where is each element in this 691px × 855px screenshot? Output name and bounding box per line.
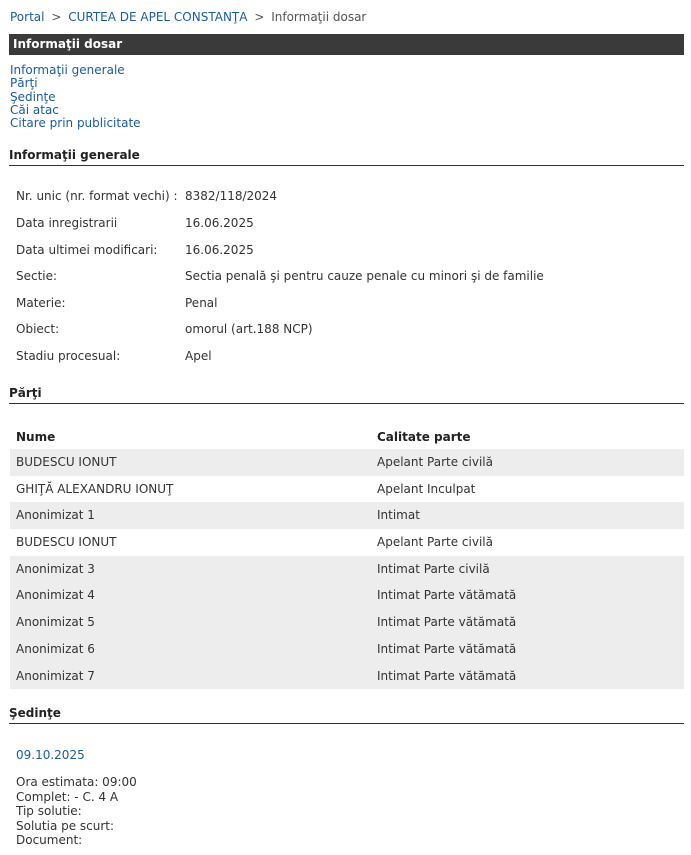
page-title-bar <box>9 34 684 55</box>
section-nav <box>10 64 141 130</box>
section-heading-parti: Părţi <box>9 386 684 404</box>
column-header-nume: Nume <box>16 430 56 444</box>
breadcrumb-court-link[interactable]: CURTEA DE APEL CONSTANŢA <box>68 10 248 24</box>
info-label: Data ultimei modificari: <box>16 243 158 257</box>
info-value: 16.06.2025 <box>185 216 254 230</box>
party-name: Anonimizat 3 <box>16 561 95 576</box>
table-row <box>10 449 684 476</box>
nav-link-parti[interactable]: Părţi <box>10 76 38 91</box>
party-role: Apelant Parte civilă <box>377 535 493 550</box>
hearing-solution-summary: Solutia pe scurt: <box>16 818 115 833</box>
table-row <box>10 663 684 690</box>
info-value: 8382/118/2024 <box>185 189 278 203</box>
hearing-document: Document: <box>16 833 83 847</box>
party-role: Apelant Parte civilă <box>377 455 493 469</box>
info-value: Sectia penală şi pentru cauze penale cu minori şi de familie <box>185 269 544 283</box>
hearing-solution-type: Tip solutie: <box>16 804 82 818</box>
info-value: Apel <box>185 349 212 363</box>
info-label: Sectie: <box>16 269 58 283</box>
party-name: Anonimizat 5 <box>16 615 95 630</box>
hearing-time: Ora estimata: 09:00 <box>16 775 137 789</box>
hearing-date: 09.10.2025 <box>16 748 85 762</box>
party-role: Intimat Parte vătămată <box>377 615 517 630</box>
breadcrumb-separator: > <box>254 10 265 24</box>
party-name: BUDESCU IONUT <box>16 535 117 550</box>
info-value: 16.06.2025 <box>185 243 254 257</box>
page-title: Informaţii dosar <box>13 37 123 51</box>
table-row <box>10 529 684 556</box>
breadcrumb-current: Informaţii dosar <box>271 10 367 24</box>
nav-link-sedinte[interactable]: Şedinţe <box>10 89 56 104</box>
party-name: BUDESCU IONUT <box>16 455 117 469</box>
table-header-row <box>10 424 684 449</box>
section-heading-general: Informaţii generale <box>9 148 684 166</box>
party-role: Intimat <box>377 508 420 523</box>
party-name: Anonimizat 6 <box>16 641 95 656</box>
info-value: Penal <box>185 296 218 310</box>
table-row <box>10 609 684 636</box>
nav-link-citare-publicitate[interactable]: Citare prin publicitate <box>10 116 141 131</box>
party-role: Intimat Parte vătămată <box>377 668 517 683</box>
parti-table <box>10 424 684 689</box>
party-role: Intimat Parte civilă <box>377 561 490 576</box>
table-row <box>10 502 684 529</box>
info-label: Obiect: <box>16 322 60 336</box>
breadcrumb-portal-link[interactable]: Portal <box>10 10 45 24</box>
table-row <box>10 556 684 583</box>
nav-link-informatii-generale[interactable]: Informaţii generale <box>10 63 125 77</box>
info-label: Data inregistrarii <box>16 216 118 230</box>
party-role: Intimat Parte vătămată <box>377 641 517 656</box>
party-role: Intimat Parte vătămată <box>377 588 517 603</box>
party-name: GHIŢĂ ALEXANDRU IONUŢ <box>16 481 174 496</box>
info-label: Stadiu procesual: <box>16 349 121 363</box>
table-row <box>10 636 684 663</box>
table-row <box>10 582 684 609</box>
breadcrumb <box>10 10 366 24</box>
nav-link-cai-atac[interactable]: Căi atac <box>10 102 59 117</box>
hearing-panel: Complet: - C. 4 A <box>16 789 119 804</box>
section-heading-sedinte: Şedinţe <box>9 706 684 724</box>
hearing-details <box>16 775 137 848</box>
party-name: Anonimizat 4 <box>16 588 95 603</box>
info-value: omorul (art.188 NCP) <box>185 322 313 336</box>
party-name: Anonimizat 7 <box>16 668 95 683</box>
breadcrumb-separator: > <box>51 10 62 24</box>
party-name: Anonimizat 1 <box>16 508 95 523</box>
table-row <box>10 476 684 503</box>
party-role: Apelant Inculpat <box>377 481 476 496</box>
column-header-calitate: Calitate parte <box>377 430 471 444</box>
info-label: Materie: <box>16 296 66 310</box>
info-label: Nr. unic (nr. format vechi) : <box>16 189 178 203</box>
